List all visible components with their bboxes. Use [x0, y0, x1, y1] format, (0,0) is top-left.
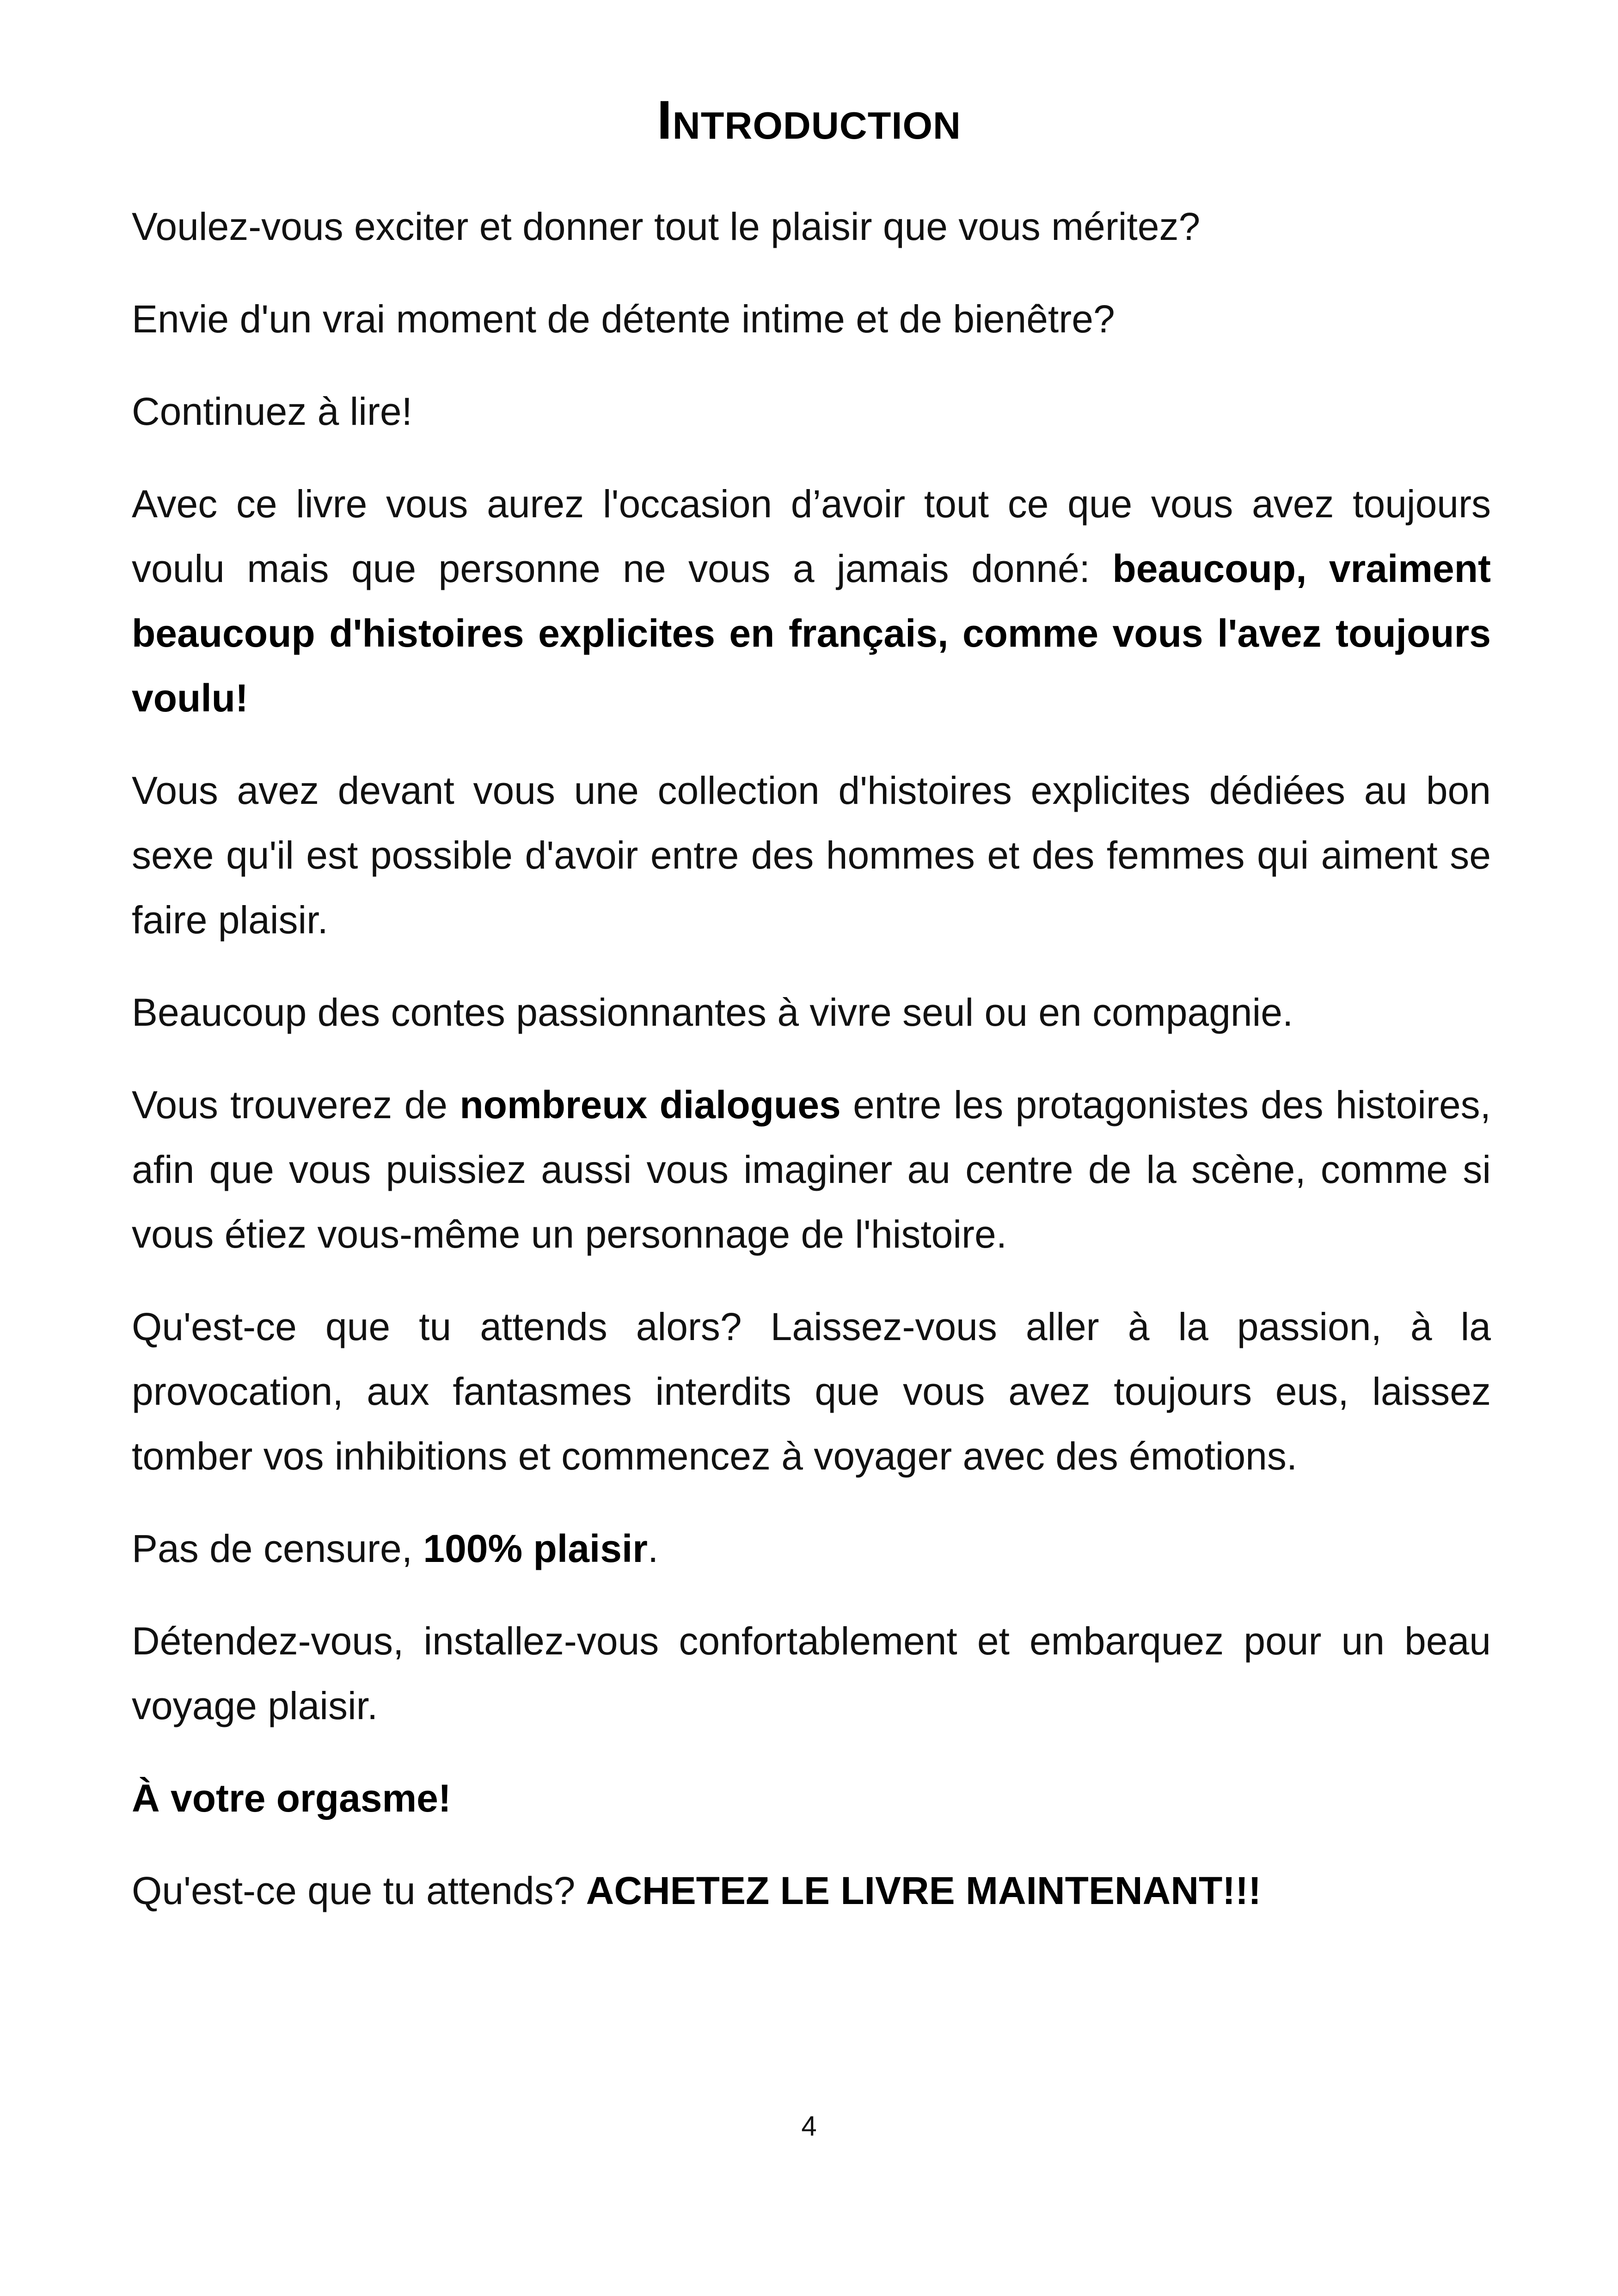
paragraph-4 — [132, 471, 1491, 730]
page-title: Introduction — [656, 90, 961, 151]
paragraph-8: Qu'est-ce que tu attends alors? Laissez-vous aller à la passion, à la provocation, aux fantasmes interdits que vous avez toujours eus, laissez tomber vos inhibitions et commencez à voyager avec des émotions. — [132, 1305, 1491, 1478]
paragraph-9-after: . — [648, 1527, 659, 1570]
paragraph-12 — [132, 1858, 1491, 1923]
paragraph-7-after: entre les protagonistes des histoires, afin que vous puissiez aussi vous imaginer au centre de la scène, comme si vous étiez vous-même un personnage de l'histoire. — [132, 1083, 1491, 1256]
paragraph-11 — [132, 1766, 1491, 1831]
paragraph-1: Voulez-vous exciter et donner tout le plaisir que vous méritez? — [132, 205, 1201, 248]
body-text — [132, 194, 1491, 1951]
paragraph-9 — [132, 1516, 1491, 1581]
paragraph-9-before: Pas de censure, — [132, 1527, 423, 1570]
paragraph-9-bold: 100% plaisir — [423, 1527, 648, 1570]
paragraph-7-before: Vous trouverez de — [132, 1083, 460, 1127]
paragraph-7-bold: nombreux dialogues — [460, 1083, 841, 1127]
paragraph-5: Vous avez devant vous une collection d'histoires explicites dédiées au bon sexe qu'il est possible d'avoir entre des hommes et des femmes qui aiment se faire plaisir. — [132, 769, 1491, 942]
paragraph-4-text: Avec ce livre vous aurez l'occasion d’avoir tout ce que vous avez toujours voulu mais que personne ne vous a jamais donné: — [132, 482, 1491, 590]
paragraph-6: Beaucoup des contes passionnantes à vivre seul ou en compagnie. — [132, 991, 1293, 1034]
paragraph-12-bold: ACHETEZ LE LIVRE MAINTENANT!!! — [586, 1869, 1262, 1912]
paragraph-12-before: Qu'est-ce que tu attends? — [132, 1869, 586, 1912]
page-number: 4 — [801, 2111, 817, 2142]
paragraph-4-bold: beaucoup, vraiment beaucoup d'histoires explicites en français, comme vous l'avez toujours voulu! — [132, 547, 1491, 720]
paragraph-3: Continuez à lire! — [132, 390, 412, 433]
paragraph-2: Envie d'un vrai moment de détente intime et de bienêtre? — [132, 297, 1115, 341]
paragraph-11-bold: À votre orgasme! — [132, 1776, 451, 1820]
paragraph-10: Détendez-vous, installez-vous confortablement et embarquez pour un beau voyage plaisir. — [132, 1619, 1491, 1727]
paragraph-7 — [132, 1072, 1491, 1267]
